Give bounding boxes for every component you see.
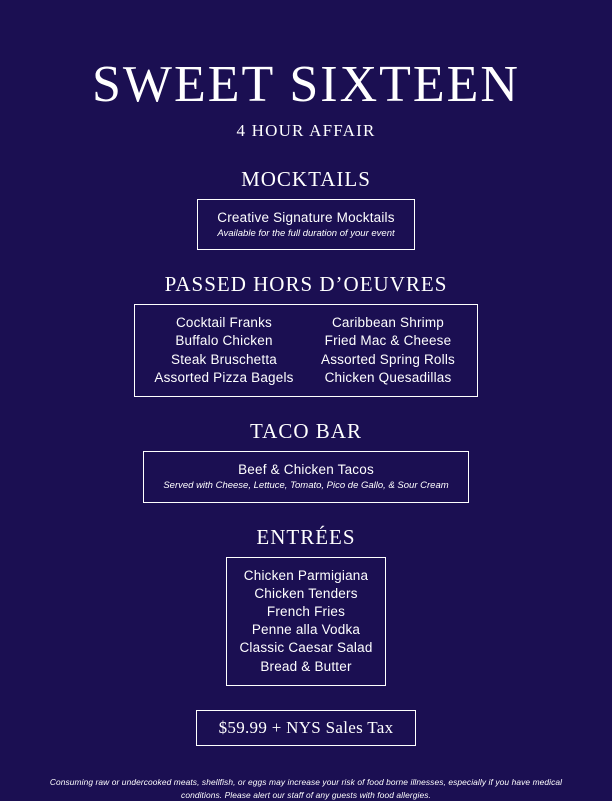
- list-item: Classic Caesar Salad: [239, 640, 373, 656]
- hors-doeuvres-box: [134, 304, 478, 397]
- disclaimer-text: Consuming raw or undercooked meats, shellfish, or eggs may increase your risk of food borne illnesses, especially if you have medical conditions. Please alert our staff of any guests with food allergies.: [49, 776, 563, 800]
- list-item: Chicken Quesadillas: [324, 369, 452, 385]
- mocktails-item: Creative Signature Mocktails: [217, 209, 395, 225]
- mocktails-box: [197, 199, 415, 251]
- taco-bar-note: Served with Cheese, Lettuce, Tomato, Pico de Gallo, & Sour Cream: [163, 480, 449, 492]
- section-title-entrees: ENTRÉES: [256, 524, 356, 549]
- section-taco-bar: [40, 419, 572, 503]
- section-title-mocktails: MOCKTAILS: [241, 166, 371, 191]
- page-title: SWEET SIXTEEN: [92, 56, 520, 113]
- list-item: Steak Bruschetta: [170, 351, 277, 367]
- entrees-box: [226, 557, 386, 686]
- list-item: Assorted Pizza Bagels: [154, 369, 294, 385]
- price-wrap: [196, 710, 417, 746]
- list-item: Bread & Butter: [260, 658, 352, 674]
- list-item: French Fries: [266, 604, 346, 620]
- taco-bar-item: Beef & Chicken Tacos: [238, 462, 374, 478]
- list-item: Chicken Parmigiana: [243, 567, 369, 583]
- list-item: Assorted Spring Rolls: [320, 351, 455, 367]
- hors-doeuvres-grid: [149, 314, 463, 387]
- taco-bar-box: [143, 451, 469, 503]
- section-title-hors-doeuvres: PASSED HORS D’OEUVRES: [164, 272, 448, 297]
- mocktails-note: Available for the full duration of your event: [217, 227, 395, 239]
- page-subtitle: 4 HOUR AFFAIR: [236, 120, 376, 140]
- list-item: Fried Mac & Cheese: [324, 333, 452, 349]
- section-hors-doeuvres: [40, 272, 572, 397]
- price-box: $59.99 + NYS Sales Tax: [196, 710, 417, 746]
- section-mocktails: [40, 167, 572, 251]
- list-item: Penne alla Vodka: [251, 622, 361, 638]
- section-title-taco-bar: TACO BAR: [250, 419, 362, 444]
- list-item: Buffalo Chicken: [175, 333, 273, 349]
- list-item: Chicken Tenders: [254, 585, 358, 601]
- section-entrees: [40, 525, 572, 686]
- list-item: Cocktail Franks: [175, 315, 273, 331]
- list-item: Caribbean Shrimp: [331, 315, 444, 331]
